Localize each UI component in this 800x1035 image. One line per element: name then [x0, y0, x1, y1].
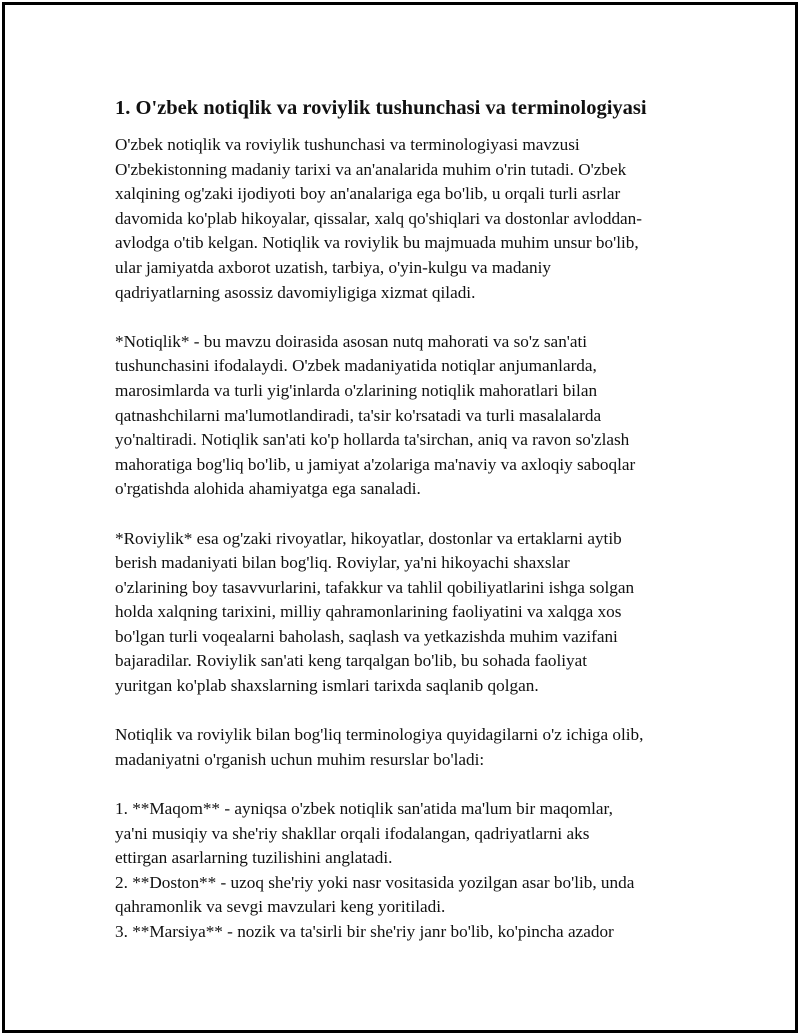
- text-line: O'zbek notiqlik va roviylik tushunchasi va terminologiyasi mavzusi: [115, 135, 580, 154]
- text-line: yo'naltiradi. Notiqlik san'ati ko'p hollarda ta'sirchan, aniq va ravon so'zlash: [115, 430, 630, 450]
- list-item-line: ettirgan asarlarning tuzilishini anglatadi.: [115, 848, 393, 868]
- document-body: [115, 93, 700, 945]
- text-line: *Notiqlik* - bu mavzu doirasida asosan nutq mahorati va so'z san'ati: [115, 331, 588, 351]
- text-line: bo'lgan turli voqealarni baholash, saqlash va yetkazishda muhim vazifani: [115, 626, 618, 646]
- list-item-line: 3. **Marsiya** - nozik va ta'sirli bir she'riy janr bo'lib, ko'pincha azador: [115, 922, 614, 941]
- paragraph-roviylik: [115, 527, 700, 699]
- paragraph-terminology: [115, 723, 700, 772]
- text-line: xalqining og'zaki ijodiyoti boy an'analariga ega bo'lib, u orqali turli asrlar: [115, 184, 621, 204]
- text-line: davomida ko'plab hikoyalar, qissalar, xalq qo'shiqlari va dostonlar avloddan-: [115, 208, 642, 228]
- text-line: marosimlarda va turli yig'inlarda o'zlarining notiqlik mahoratlari bilan: [115, 380, 598, 400]
- text-line: Notiqlik va roviylik bilan bog'liq terminologiya quyidagilarni o'z ichiga olib,: [115, 725, 644, 745]
- section-title: 1. O'zbek notiqlik va roviylik tushunchasi va terminologiyasi: [115, 97, 647, 119]
- list-item-line: ya'ni musiqiy va she'riy shakllar orqali ifodalangan, qadriyatlarni aks: [115, 823, 590, 843]
- text-line: o'rgatishda alohida ahamiyatga ega sanaladi.: [115, 479, 421, 499]
- text-line: holda xalqning tarixini, milliy qahramonlarining faoliyatini va xalqga xos: [115, 602, 622, 622]
- text-line: yuritgan ko'plab shaxslarning ismlari tarixda saqlanib qolgan.: [115, 676, 539, 696]
- text-line: qatnashchilarni ma'lumotlandiradi, ta'sir ko'rsatadi va turli masalalarda: [115, 405, 602, 425]
- text-line: qadriyatlarning asossiz davomiyligiga xizmat qiladi.: [115, 282, 476, 302]
- text-line: O'zbekistonning madaniy tarixi va an'analarida muhim o'rin tutadi. O'zbek: [115, 159, 627, 179]
- paragraph-intro: [115, 133, 700, 305]
- text-line: tushunchasini ifodalaydi. O'zbek madaniyatida notiqlar anjumanlarda,: [115, 356, 597, 376]
- text-line: madaniyatni o'rganish uchun muhim resurslar bo'ladi:: [115, 749, 485, 769]
- text-line: bajaradilar. Roviylik san'ati keng tarqalgan bo'lib, bu sohada faoliyat: [115, 651, 588, 671]
- text-line: ular jamiyatda axborot uzatish, tarbiya, o'yin-kulgu va madaniy: [115, 257, 551, 277]
- list-item-line: 1. **Maqom** - ayniqsa o'zbek notiqlik san'atida ma'lum bir maqomlar,: [115, 799, 613, 819]
- list-item-line: 2. **Doston** - uzoq she'riy yoki nasr vositasida yozilgan asar bo'lib, unda: [115, 872, 635, 892]
- text-line: berish madaniyati bilan bog'liq. Roviylar, ya'ni hikoyachi shaxslar: [115, 553, 570, 573]
- text-line: avlodga o'tib kelgan. Notiqlik va roviylik bu majmuada muhim unsur bo'lib,: [115, 233, 639, 253]
- terminology-list: [115, 797, 700, 945]
- text-line: mahoratiga bog'liq bo'lib, u jamiyat a'zolariga ma'naviy va axloqiy saboqlar: [115, 454, 636, 474]
- text-line: *Roviylik* esa og'zaki rivoyatlar, hikoyatlar, dostonlar va ertaklarni aytib: [115, 528, 622, 548]
- paragraph-notiqlik: [115, 330, 700, 502]
- text-line: o'zlarining boy tasavvurlarini, tafakkur va tahlil qobiliyatlarini ishga solgan: [115, 577, 635, 597]
- list-item-line: qahramonlik va sevgi mavzulari keng yoritiladi.: [115, 897, 446, 917]
